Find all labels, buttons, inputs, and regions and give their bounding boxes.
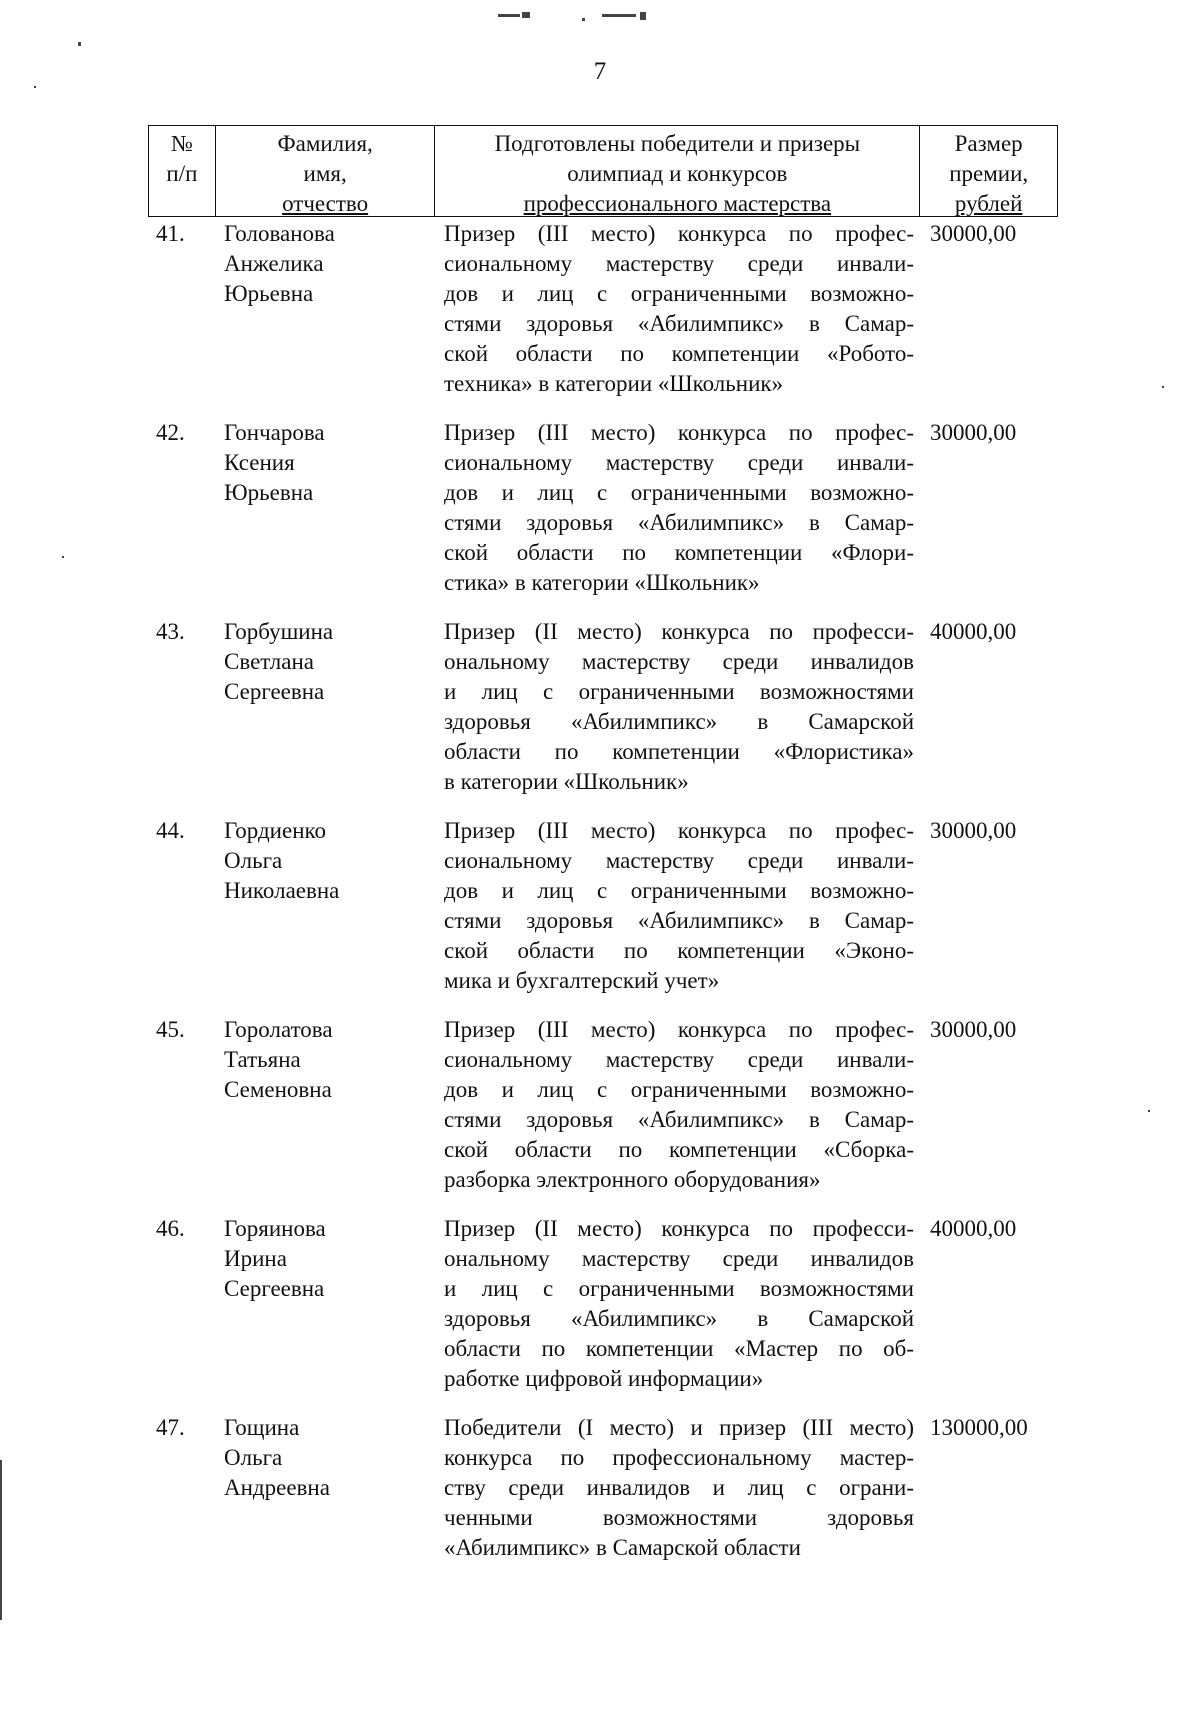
header-line: рублей [954, 191, 1023, 216]
name-part: Гощина [224, 1415, 300, 1440]
header-line: премии, [949, 161, 1029, 186]
description-line: сиональному мастерству среди инвали- [444, 1047, 914, 1072]
header-line: Размер [954, 131, 1023, 156]
description-line: и лиц с ограниченными возможностями [444, 1276, 914, 1301]
row-amount: 130000,00 [930, 1415, 1028, 1440]
description-line: области по компетенции «Мастер по об- [444, 1336, 914, 1361]
row-description [444, 816, 914, 996]
row-number: 44. [156, 818, 185, 843]
row-full-name [224, 219, 424, 309]
description-line: дов и лиц с ограниченными возможно- [444, 1077, 914, 1102]
name-part: Горяинова [224, 1216, 326, 1241]
name-part: Татьяна [224, 1047, 301, 1072]
description-line: стями здоровья «Абилимпикс» в Самар- [444, 1107, 914, 1132]
row-amount: 40000,00 [930, 619, 1017, 644]
header-amount [920, 126, 1057, 216]
row-amount: 30000,00 [930, 818, 1017, 843]
name-part: Ксения [224, 450, 295, 475]
table-row [148, 617, 1108, 816]
name-part: Анжелика [224, 251, 324, 276]
name-part: Сергеевна [224, 1276, 325, 1301]
description-line: Призер (III место) конкурса по профес- [444, 420, 914, 445]
header-line: № [170, 131, 193, 156]
row-description [444, 1015, 914, 1195]
description-line: дов и лиц с ограниченными возможно- [444, 878, 914, 903]
description-line: ской области по компетенции «Эконо- [444, 938, 914, 963]
description-line: стями здоровья «Абилимпикс» в Самар- [444, 311, 914, 336]
name-part: Юрьевна [224, 281, 314, 306]
header-name [216, 126, 436, 216]
row-description [444, 1413, 914, 1563]
description-line: стями здоровья «Абилимпикс» в Самар- [444, 510, 914, 535]
name-part: Андреевна [224, 1475, 330, 1500]
name-part: Ольга [224, 848, 283, 873]
header-line: п/п [166, 161, 198, 186]
row-full-name [224, 1015, 424, 1105]
row-description [444, 418, 914, 598]
header-line: Фамилия, [277, 131, 373, 156]
name-part: Сергеевна [224, 679, 325, 704]
description-line: Призер (II место) конкурса по професси- [444, 1216, 914, 1241]
description-line: техника» в категории «Школьник» [444, 371, 784, 396]
description-line: сиональному мастерству среди инвали- [444, 251, 914, 276]
name-part: Семеновна [224, 1077, 332, 1102]
name-part: Светлана [224, 649, 314, 674]
page-number: 7 [593, 58, 607, 85]
description-line: ональному мастерству среди инвалидов [444, 649, 914, 674]
description-line: ской области по компетенции «Флори- [444, 540, 914, 565]
description-line: и лиц с ограниченными возможностями [444, 679, 914, 704]
row-amount: 40000,00 [930, 1216, 1017, 1241]
description-line: стика» в категории «Школьник» [444, 570, 760, 595]
name-part: Ольга [224, 1445, 283, 1470]
description-line: дов и лиц с ограниченными возможно- [444, 480, 914, 505]
description-line: стями здоровья «Абилимпикс» в Самар- [444, 908, 914, 933]
row-number: 45. [156, 1017, 185, 1042]
name-part: Горбушина [224, 619, 334, 644]
description-line: дов и лиц с ограниченными возможно- [444, 281, 914, 306]
row-description [444, 219, 914, 399]
row-full-name [224, 816, 424, 906]
row-number: 46. [156, 1216, 185, 1241]
name-part: Гордиенко [224, 818, 327, 843]
header-line: отчество [282, 191, 369, 216]
row-amount: 30000,00 [930, 420, 1017, 445]
table-row [148, 816, 1108, 1015]
description-line: здоровья «Абилимпикс» в Самарской [444, 1306, 914, 1331]
row-full-name [224, 418, 424, 508]
name-part: Горолатова [224, 1017, 333, 1042]
table-row [148, 1015, 1108, 1214]
row-number: 47. [156, 1415, 185, 1440]
row-full-name [224, 617, 424, 707]
description-line: Призер (III место) конкурса по профес- [444, 221, 914, 246]
row-number: 41. [156, 221, 185, 246]
table-header [148, 125, 1058, 217]
description-line: в категории «Школьник» [444, 769, 689, 794]
description-line: ству среди инвалидов и лиц с ограни- [444, 1475, 914, 1500]
description-line: ской области по компетенции «Сборка- [444, 1137, 914, 1162]
header-description [435, 126, 920, 216]
description-line: работке цифровой информации» [444, 1366, 764, 1391]
header-line: Подготовлены победители и призеры [494, 131, 861, 156]
description-line: «Абилимпикс» в Самарской области [444, 1535, 801, 1560]
description-line: ональному мастерству среди инвалидов [444, 1246, 914, 1271]
name-part: Николаевна [224, 878, 340, 903]
description-line: ской области по компетенции «Робото- [444, 341, 914, 366]
row-amount: 30000,00 [930, 221, 1017, 246]
description-line: Призер (III место) конкурса по профес- [444, 1017, 914, 1042]
description-line: Победители (I место) и призер (III место) [444, 1415, 914, 1440]
row-amount: 30000,00 [930, 1017, 1017, 1042]
description-line: сиональному мастерству среди инвали- [444, 450, 914, 475]
header-num [149, 126, 216, 216]
description-line: сиональному мастерству среди инвали- [444, 848, 914, 873]
name-part: Ирина [224, 1246, 287, 1271]
table-row [148, 418, 1108, 617]
description-line: конкурса по профессиональному мастер- [444, 1445, 914, 1470]
row-description [444, 617, 914, 797]
name-part: Голованова [224, 221, 335, 246]
description-line: области по компетенции «Флористика» [444, 739, 914, 764]
description-line: здоровья «Абилимпикс» в Самарской [444, 709, 914, 734]
header-line: профессионального мастерства [523, 191, 832, 216]
description-line: Призер (II место) конкурса по професси- [444, 619, 914, 644]
table-row [148, 219, 1108, 418]
description-line: Призер (III место) конкурса по профес- [444, 818, 914, 843]
description-line: мика и бухгалтерский учет» [444, 968, 720, 993]
table-body [148, 219, 1108, 1612]
description-line: разборка электронного оборудования» [444, 1167, 821, 1192]
row-description [444, 1214, 914, 1394]
header-line: имя, [303, 161, 347, 186]
name-part: Юрьевна [224, 480, 314, 505]
name-part: Гончарова [224, 420, 325, 445]
header-line: олимпиад и конкурсов [567, 161, 788, 186]
row-number: 42. [156, 420, 185, 445]
row-full-name [224, 1413, 424, 1503]
description-line: ченными возможностями здоровья [444, 1505, 914, 1530]
table-row [148, 1214, 1108, 1413]
table-row [148, 1413, 1108, 1612]
row-number: 43. [156, 619, 185, 644]
row-full-name [224, 1214, 424, 1304]
